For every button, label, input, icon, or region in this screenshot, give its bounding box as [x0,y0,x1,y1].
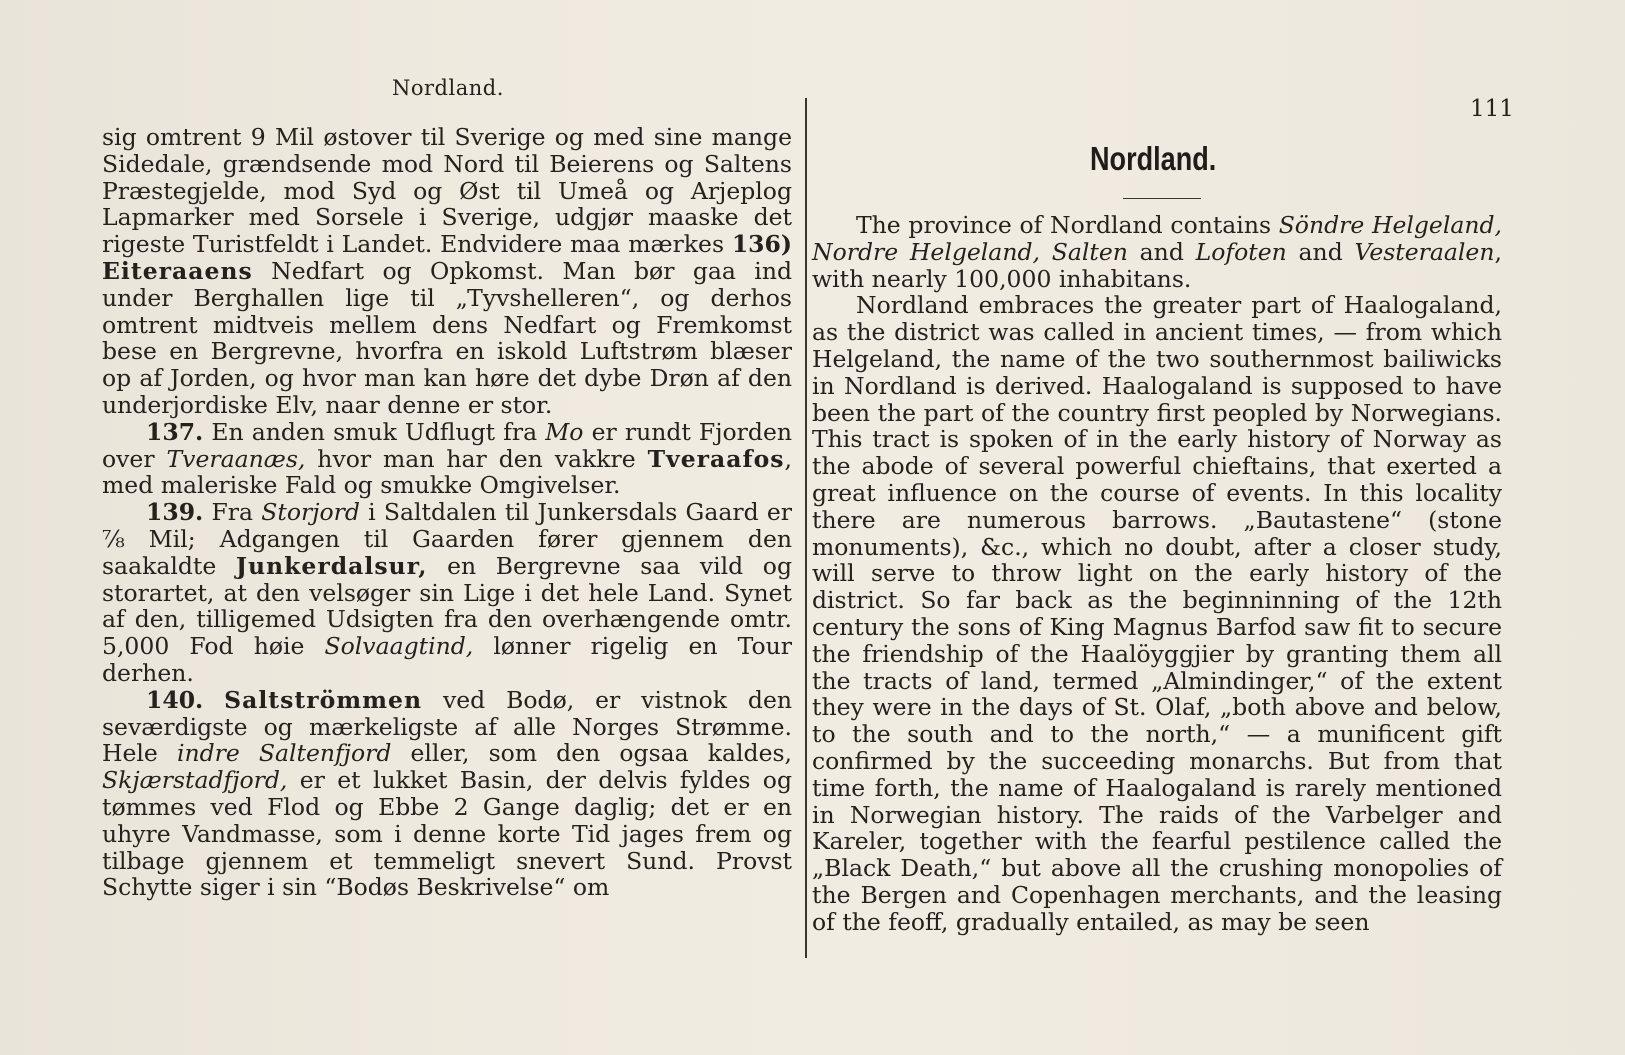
text-run: Mo [545,417,584,446]
text-run: er et lukket Basin, der delvis fyldes og tømmes ved Flod og Ebbe 2 Gange daglig; det er en uhyre Vandmasse, som i denne korte Tid jages frem og tilbage gjennem et temmeligt snevert Sund. Provst Schytte siger i sin “Bodøs Beskrivelse“ om [102,766,792,902]
text-run: Eiteraaens [102,256,253,285]
paragraph-136 [102,124,792,419]
text-run: Nedfart og Opkomst. Man bør gaa ind under Berghallen lige til „Tyvshelleren“, og derhos omtrent midtveis mellem dens Nedfart og Fremkomst bese en Bergrevne, hvorfra en iskold Luftstrøm blæser op af Jorden, og hvor man kan høre det dybe Drøn af den underjordiske Elv, naar denne er stor. [102,256,792,419]
text-run: 140. [146,685,204,714]
text-run: The province of Nordland contains [856,211,1279,239]
text-run: 137. [146,417,204,446]
text-run: Storjord [261,498,360,527]
text-run: Söndre Helgeland, Nordre Helgeland, Salten [812,211,1502,266]
text-run: Skjærstadfjord, [102,766,288,795]
text-run: Solvaagtind, [324,632,474,661]
text-run: eller, som den ogsaa kaldes, [391,739,793,768]
text-run: En anden smuk Udflugt fra [203,417,546,446]
text-run: 136) [731,230,792,259]
text-run: , with nearly 100,000 inhabitans. [812,237,1502,293]
text-run [203,686,224,714]
title-rule [1123,198,1201,199]
text-run: Lofoten [1195,237,1287,266]
text-run: er rundt Fjorden over [102,417,792,473]
text-run: Vesteraalen [1354,237,1495,266]
text-run: Saltströmmen [224,685,423,714]
text-run: i Saltdalen til Junkersdals Gaard er ⅞ Mil; Adgangen til Gaarden fører gjennem den saakaldte [102,498,792,580]
left-column-text [102,124,792,901]
text-run: Tveraafos [647,444,785,473]
right-column-text [812,212,1502,936]
text-run: Tveraanæs, [166,444,306,473]
left-running-header: Nordland. [392,76,504,100]
paragraph-139 [102,499,792,687]
text-run: 139. [146,498,204,527]
paragraph-140 [102,687,792,901]
text-run: en Bergrevne saa vild og storartet, at den velsøger sin Lige i det hele Land. Synet af den, tilligemed Udsigten fra den overhængende omtr. 5,000 Fod høie [102,551,792,661]
paragraph-history [812,292,1502,935]
text-run: and [1127,237,1196,266]
page-number: 111 [1470,96,1514,122]
section-title: Nordland. [1090,140,1217,177]
text-run: ved Bodø, er vistnok den seværdigste og mærkeligste af alle Norges Strømme. Hele [102,685,792,768]
text-run: indre Saltenfjord [176,739,392,768]
text-run: sig omtrent 9 Mil østover til Sverige og med sine mange Sidedale, grændsende mod Nord til Beierens og Saltens Præstegjelde, mod Syd og Øst til Umeå og Arjeplog Lapmarker med Sorsele i Sverige, udgjør maaske det rigeste Turistfeldt i Landet. Endvidere maa mærkes [102,123,792,259]
column-divider [805,98,807,958]
text-run: Junkerdalsur, [235,551,428,580]
text-run: lønner rigelig en Tour derhen. [102,632,792,687]
text-run: , med maleriske Fald og smukke Omgivelser. [102,444,792,500]
paragraph-137 [102,419,792,499]
text-run: Nordland embraces the greater part of Haalogaland, as the district was called in ancient times, — from which Helgeland, the name of the two southernmost bailiwicks in Nordland is derived. Haalogaland is supposed to have been the part of the country first peopled by Norwegians. This tract is spoken of in the early history of Norway as the abode of several powerful chieftains, that exerted a great influence on the course of events. In this locality there are numerous barrows. „Bautastene“ (stone monuments), &c., which no doubt, after a closer study, will serve to throw light on the early history of the district. So far back as the beginninning of the 12th century the sons of King Magnus Barfod saw fit to secure the friendship of the Haalöyggjier by granting them all the tracts of land, termed „Almindinger,“ of the extent they were in the days of St. Olaf, „both above and below, to the south and to the north,“ — a munificent gift confirmed by the succeeding monarchs. But from that time forth, the name of Haalogaland is rarely mentioned in Norwegian history. The raids of the Varbelger and Kareler, together with the fearful pestilence called the „Black Death,“ but above all the crushing monopolies of the Bergen and Copenhagen merchants, and the leasing of the feoff, gradually entailed, as may be seen [812,291,1502,936]
paragraph-intro [812,212,1502,292]
text-run: Fra [203,498,262,527]
text-run: hvor man har den vakkre [305,444,648,473]
text-run: and [1286,237,1355,266]
